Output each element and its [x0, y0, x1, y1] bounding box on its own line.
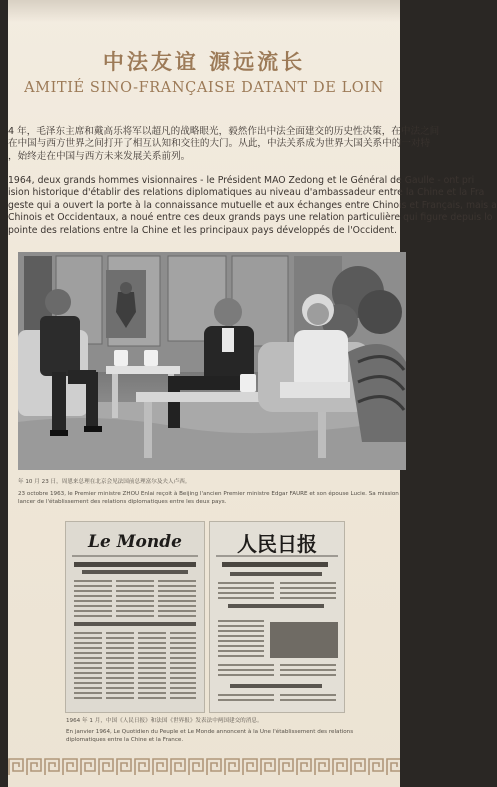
paragraph-french-line: geste qui a ouvert la porte à la connaissance mutuelle et aux échanges entre Chinois et Français, mais a — [8, 199, 497, 211]
title-chinese: 中法友谊 源远流长 — [102, 49, 306, 74]
historical-photo — [18, 252, 406, 470]
newspaper-caption-chinese: 1964 年 1 月，中国《人民日报》和法国《世界报》发表法中两国建交的消息。 — [66, 718, 263, 724]
paragraph-french — [8, 175, 497, 237]
photo-caption-chinese: 年 10 月 23 日，周恩来总理在北京会见法国前总理富尔及夫人卢西。 — [18, 479, 191, 485]
newspaper-peoples-daily — [210, 522, 344, 712]
paragraph-chinese — [8, 126, 440, 163]
paragraph-french-line: Chinois et Occidentaux, a noué entre ces deux grands pays une relation particulière qui figure depuis lo — [8, 212, 493, 224]
paragraph-chinese-line: ，始终走在中国与西方未来发展关系前列。 — [8, 150, 191, 162]
newspaper-masthead: Le Monde — [88, 532, 182, 552]
photo-caption-french: 23 octobre 1963, le Premier ministre ZHOU Enlai reçoit à Beijing l'ancien Premier ministre Edgar FAURE et son épouse Lucie. Sa mission — [18, 491, 399, 497]
paragraph-french-line: 1964, deux grands hommes visionnaires - le Président MAO Zedong et le Général de Gaulle - ont pri — [8, 175, 475, 186]
newspaper-le-monde — [66, 522, 204, 712]
paragraph-french-line: ision historique d'établir des relations diplomatiques au niveau d'ambassadeur entre la Chine et la Fra — [8, 187, 485, 199]
paragraph-chinese-line: 在中国与西方世界之间打开了相互认知和交往的大门。从此，中法关系成为世界大国关系中的一对特 — [8, 138, 431, 150]
meander-border — [8, 758, 400, 776]
top-shadow — [8, 0, 400, 22]
newspaper-masthead-chinese: 人民日报 — [237, 532, 317, 556]
photo-illustration — [18, 252, 406, 470]
exhibition-panel — [8, 0, 497, 787]
newspaper-caption-french: En janvier 1964, Le Quotidien du Peuple et Le Monde annoncent à la Une l'établissement des relations — [66, 729, 354, 735]
newspaper-caption-french-2: diplomatiques entre la Chine et la France. — [66, 737, 184, 743]
paragraph-french-line: pointe des relations entre la Chine et les principaux pays développés de l'Occident. — [8, 224, 397, 236]
title-french: AMITIÉ SINO-FRANÇAISE DATANT DE LOIN — [24, 80, 384, 96]
photo-caption-french-2: lancer de l'établissement des relations diplomatiques entre les deux pays. — [18, 499, 227, 505]
paragraph-chinese-line: 4 年，毛泽东主席和戴高乐将军以超凡的战略眼光，毅然作出中法全面建交的历史性决策，在中法之间 — [8, 126, 440, 137]
